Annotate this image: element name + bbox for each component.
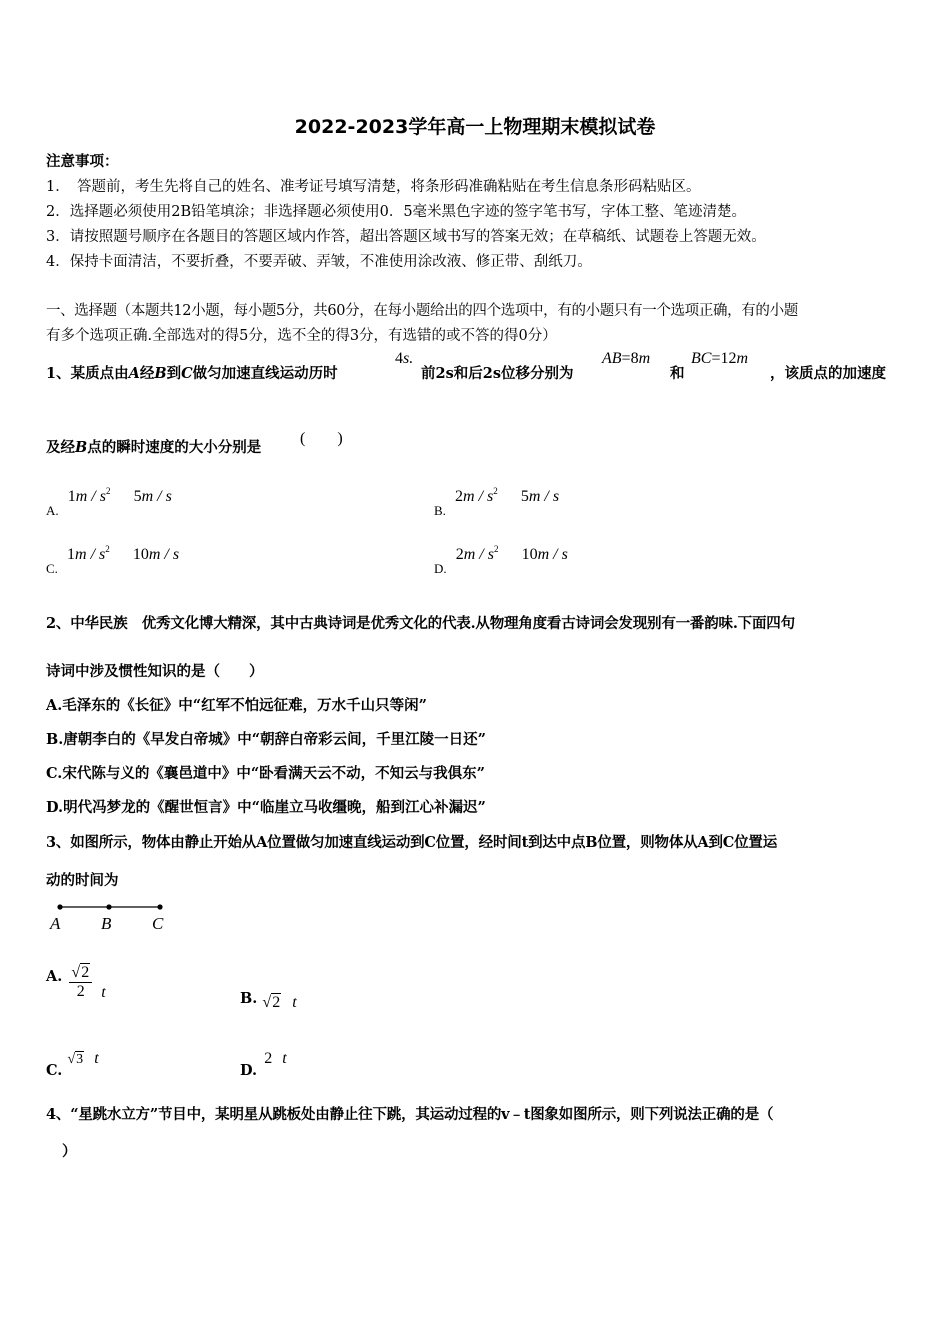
q3-line-diagram [46, 898, 176, 938]
q3-option-a[interactable]: A. $\frac{√2}{2}$ t [46, 964, 106, 1001]
q2-stem-line1: 2、中华民族 优秀文化博大精深，其中古典诗词是优秀文化的代表.从物理角度看古诗词会发现别有一番韵味.下面四句 [46, 615, 795, 632]
q1-answer-paren: ( ) [300, 430, 343, 447]
q1-option-c[interactable]: $_{C.}$ $1m / s^2$ 10m / s [46, 544, 180, 576]
option-label: C. [46, 1062, 63, 1079]
q2-option-d[interactable]: D.明代冯梦龙的《醒世恒言》中“临崖立马收缰晚，船到江心补漏迟” [46, 799, 486, 816]
notice-item: 4．保持卡面清洁，不要折叠，不要弄破、弄皱，不准使用涂改液、修正带、刮纸刀。 [46, 254, 592, 270]
q1-option-b[interactable]: $_{B.}$ $2m / s^2$ 5m / s [434, 486, 560, 518]
q2-option-b[interactable]: B.唐朝李白的《早发白帝城》中“朝辞白帝彩云间，千里江陵一日还” [46, 731, 486, 748]
option-label: B. [240, 990, 258, 1007]
q1-option-a[interactable]: $_{A.}$ $1m / s^2$ 5m / s [46, 486, 172, 518]
q1-stem-line1: 1、某质点由A经B到C做匀加速直线运动历时 [46, 365, 338, 382]
point-a-dot [57, 904, 62, 909]
point-b-dot [106, 904, 111, 909]
page-title: 2022-2023学年高一上物理期末模拟试卷 [294, 116, 656, 138]
point-c-dot [157, 904, 162, 909]
q2-option-a[interactable]: A.毛泽东的《长征》中“红军不怕远征难，万水千山只等闲” [46, 697, 427, 714]
section-header-line: 一、选择题（本题共12小题，每小题5分，共60分，在每小题给出的四个选项中，有的小题只有一个选项正确，有的小题 [46, 303, 798, 319]
q2-option-c[interactable]: C.宋代陈与义的《襄邑道中》中“卧看满天云不动，不知云与我俱东” [46, 765, 486, 782]
option-label: D. [434, 561, 447, 576]
fraction: $\frac{√2}{2}$ [69, 964, 92, 1001]
q1-option-d[interactable]: $_{D.}$ $2m / s^2$ 10m / s [434, 544, 568, 576]
point-a-label: A [50, 914, 61, 933]
notice-item: 2．选择题必须使用2B铅笔填涂；非选择题必须使用0．5毫米黑色字迹的签字笔书写，字体工整、笔迹清楚。 [46, 204, 747, 220]
notice-item: 1． 答题前，考生先将自己的姓名、准考证号填写清楚，将条形码准确粘贴在考生信息条形码粘贴区。 [46, 179, 701, 195]
q3-option-d[interactable]: D. 2 t [240, 1050, 287, 1079]
q4-stem-line1: 4、“星跳水立方”节目中，某明星从跳板处由静止往下跳，其运动过程的v﹣t图象如图所示，则下列说法正确的是（ [46, 1106, 774, 1123]
q1-stem-line2: 及经B点的瞬时速度的大小分别是 [46, 439, 262, 456]
option-label: A. [46, 503, 59, 518]
q1-and: 和 [670, 365, 685, 382]
q1-ab-displacement: AB=8m [602, 350, 651, 367]
q3-option-b[interactable]: B. √2 t [240, 990, 297, 1011]
option-label: A. [46, 968, 63, 985]
option-label: D. [240, 1062, 258, 1079]
q3-stem-line2: 动的时间为 [46, 872, 119, 889]
q1-stem-tail: ，该质点的加速度 [770, 365, 886, 382]
q1-bc-displacement: BC=12m [691, 350, 749, 367]
section-header-line: 有多个选项正确.全部选对的得5分，选不全的得3分，有选错的或不答的得0分） [46, 328, 557, 344]
notice-heading: 注意事项： [46, 153, 119, 170]
q3-stem-line1: 3、如图所示，物体由静止开始从A位置做匀加速直线运动到C位置，经时间t到达中点B位置，则物体从A到C位置运 [46, 834, 778, 851]
option-label: C. [46, 561, 58, 576]
point-c-label: C [152, 914, 164, 933]
q1-total-time: 4s. [395, 350, 414, 367]
q3-option-c[interactable]: C. √3 t [46, 1050, 99, 1079]
q2-stem-line2: 诗词中涉及惯性知识的是（ ） [46, 663, 264, 680]
q4-stem-line2: ） [62, 1143, 77, 1160]
q1-stem-line1b: 前2s和后2s位移分别为 [421, 365, 574, 382]
point-b-label: B [101, 914, 112, 933]
option-label: B. [434, 503, 446, 518]
notice-item: 3．请按照题号顺序在各题目的答题区域内作答，超出答题区域书写的答案无效；在草稿纸、试题卷上答题无效。 [46, 229, 766, 245]
